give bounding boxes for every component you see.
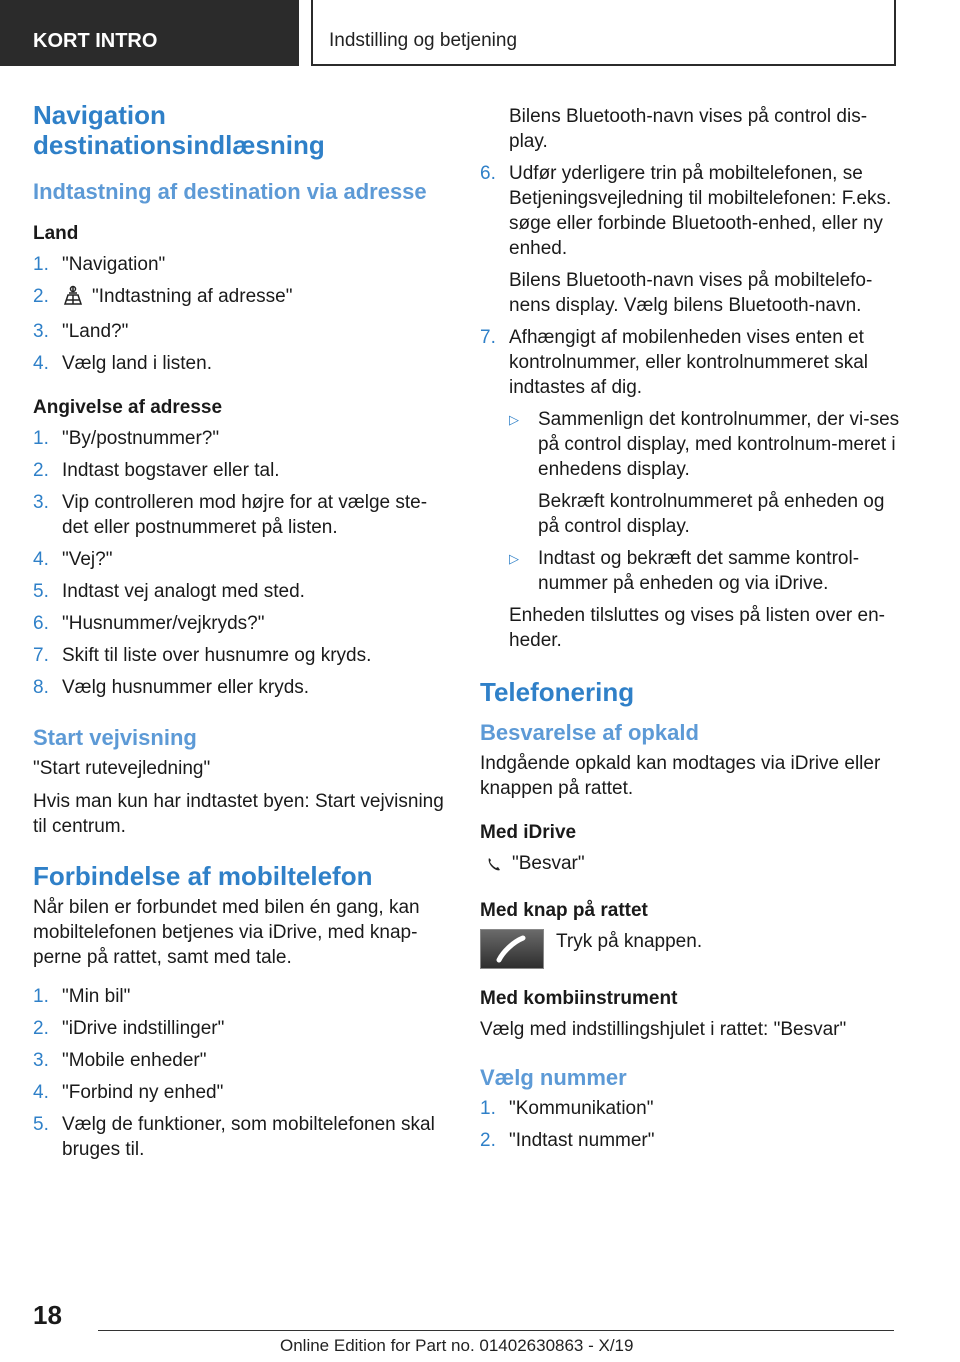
heading-start: Start vejvisning — [33, 725, 197, 750]
right-column — [480, 104, 900, 1167]
list-item: 1. "Min bil" — [33, 986, 131, 1007]
land-steps — [33, 252, 453, 376]
sub-bullet-2: ▷ Indtast og bekræft det samme kontrol-nummer på enheden og via iDrive. — [509, 548, 860, 594]
list-item: 4. Vælg land i listen. — [33, 353, 212, 374]
list-item: 1. "Kommunikation" — [480, 1098, 654, 1119]
list-item: 4. "Vej?" — [33, 549, 113, 570]
page-number: 18 — [33, 1300, 62, 1330]
list-item: 7. Skift til liste over husnumre og kryds. — [33, 645, 372, 666]
list-item: 5. Vælg de funktioner, som mobiltelefonen skal bruges til. — [33, 1114, 435, 1160]
knap-text: Tryk på knappen. — [480, 929, 900, 969]
mobil-steps-cont — [480, 161, 900, 261]
mobil-text: Når bilen er forbundet med bilen én gang, kan mobiltelefonen betjenes via iDrive, med knap-perne på rattet, samt med tale. — [33, 897, 420, 968]
heading-kombi: Med kombiinstrument — [480, 988, 678, 1009]
angivelse-steps — [33, 426, 453, 700]
end-text: Enheden tilsluttes og vises på listen over en-heder. — [509, 605, 885, 651]
heading-idrive: Med iDrive — [480, 822, 577, 843]
bt-text-1: Bilens Bluetooth-navn vises på control dis-play. — [509, 106, 868, 152]
heading-land: Land — [33, 223, 79, 244]
heading-besvarelse: Besvarelse af opkald — [480, 720, 699, 745]
idrive-text: "Besvar" — [480, 851, 900, 879]
list-item: 3. Vip controlleren mod højre for at vælge ste-det eller postnummeret på listen. — [33, 492, 428, 538]
section-tab: KORT INTRO — [0, 0, 299, 66]
heading-angivelse: Angivelse af adresse — [33, 397, 223, 418]
list-item: 6. Udfør yderligere trin på mobiltelefonen, se Betjeningsvejledning til mobiltelefonen: F.eks. søge eller forbinde Bluetooth-enhed, eller ny enhed. — [480, 163, 892, 259]
navigation-map-icon — [62, 285, 84, 312]
kombi-text: Vælg med indstillingshjulet i rattet: "Besvar" — [480, 1019, 847, 1040]
heading-telefonering: Telefonering — [480, 677, 635, 707]
sub-bullet-1: ▷ Sammenlign det kontrolnummer, der vi-ses på control display, med kontrolnum-meret i enhedens display. — [509, 409, 900, 480]
list-item: 4. "Forbind ny enhed" — [33, 1082, 224, 1103]
bt-text-2: Bilens Bluetooth-navn vises på mobiltelefo-nens display. Vælg bilens Bluetooth-navn. — [509, 270, 873, 316]
triangle-bullet-icon: ▷ — [509, 412, 519, 427]
list-item: 2. "iDrive indstillinger" — [33, 1018, 225, 1039]
list-item: 2. "Indtastning af adresse" — [33, 284, 453, 312]
list-item: 8. Vælg husnummer eller kryds. — [33, 677, 310, 698]
start-text-2: Hvis man kun har indtastet byen: Start vejvisning til centrum. — [33, 791, 444, 837]
list-item: 3. "Mobile enheder" — [33, 1050, 207, 1071]
list-item: 5. Indtast vej analogt med sted. — [33, 581, 305, 602]
steering-phone-button-icon — [480, 929, 544, 969]
heading-address: Indtastning af destination via adresse — [33, 179, 427, 204]
list-item: 7. Afhængigt af mobilenheden vises enten et kontrolnummer, eller kontrolnummeret skal indtastes af dig. — [480, 327, 869, 398]
start-text-1: "Start rutevejledning" — [33, 758, 211, 779]
list-item: 2. Indtast bogstaver eller tal. — [33, 460, 280, 481]
vaelg-steps — [480, 1096, 900, 1153]
list-item: 1. "By/postnummer?" — [33, 428, 220, 449]
list-item: 3. "Land?" — [33, 321, 129, 342]
footer-edition: Online Edition for Part no. 01402630863 - X/19 — [280, 1336, 634, 1355]
heading-mobil: Forbindelse af mobiltelefon — [33, 861, 373, 891]
list-item: 1. "Navigation" — [33, 254, 166, 275]
heading-knap: Med knap på rattet — [480, 900, 648, 921]
left-column — [33, 100, 453, 1176]
heading-vaelg: Vælg nummer — [480, 1065, 627, 1090]
phone-icon — [486, 854, 502, 879]
list-item: 6. "Husnummer/vejkryds?" — [33, 613, 265, 634]
mobil-steps-cont-2 — [480, 325, 900, 400]
triangle-bullet-icon: ▷ — [509, 551, 519, 566]
chapter-title: Indstilling og betjening — [311, 0, 896, 66]
sub-text-1: Bekræft kontrolnummeret på enheden og på control display. — [538, 491, 885, 537]
list-item: 2. "Indtast nummer" — [480, 1130, 655, 1151]
mobil-steps — [33, 984, 453, 1162]
page-header — [0, 0, 960, 66]
heading-navigation: Navigation destinationsindlæsning — [33, 100, 325, 160]
footer-divider — [98, 1330, 894, 1331]
besvarelse-text: Indgående opkald kan modtages via iDrive eller knappen på rattet. — [480, 753, 881, 799]
